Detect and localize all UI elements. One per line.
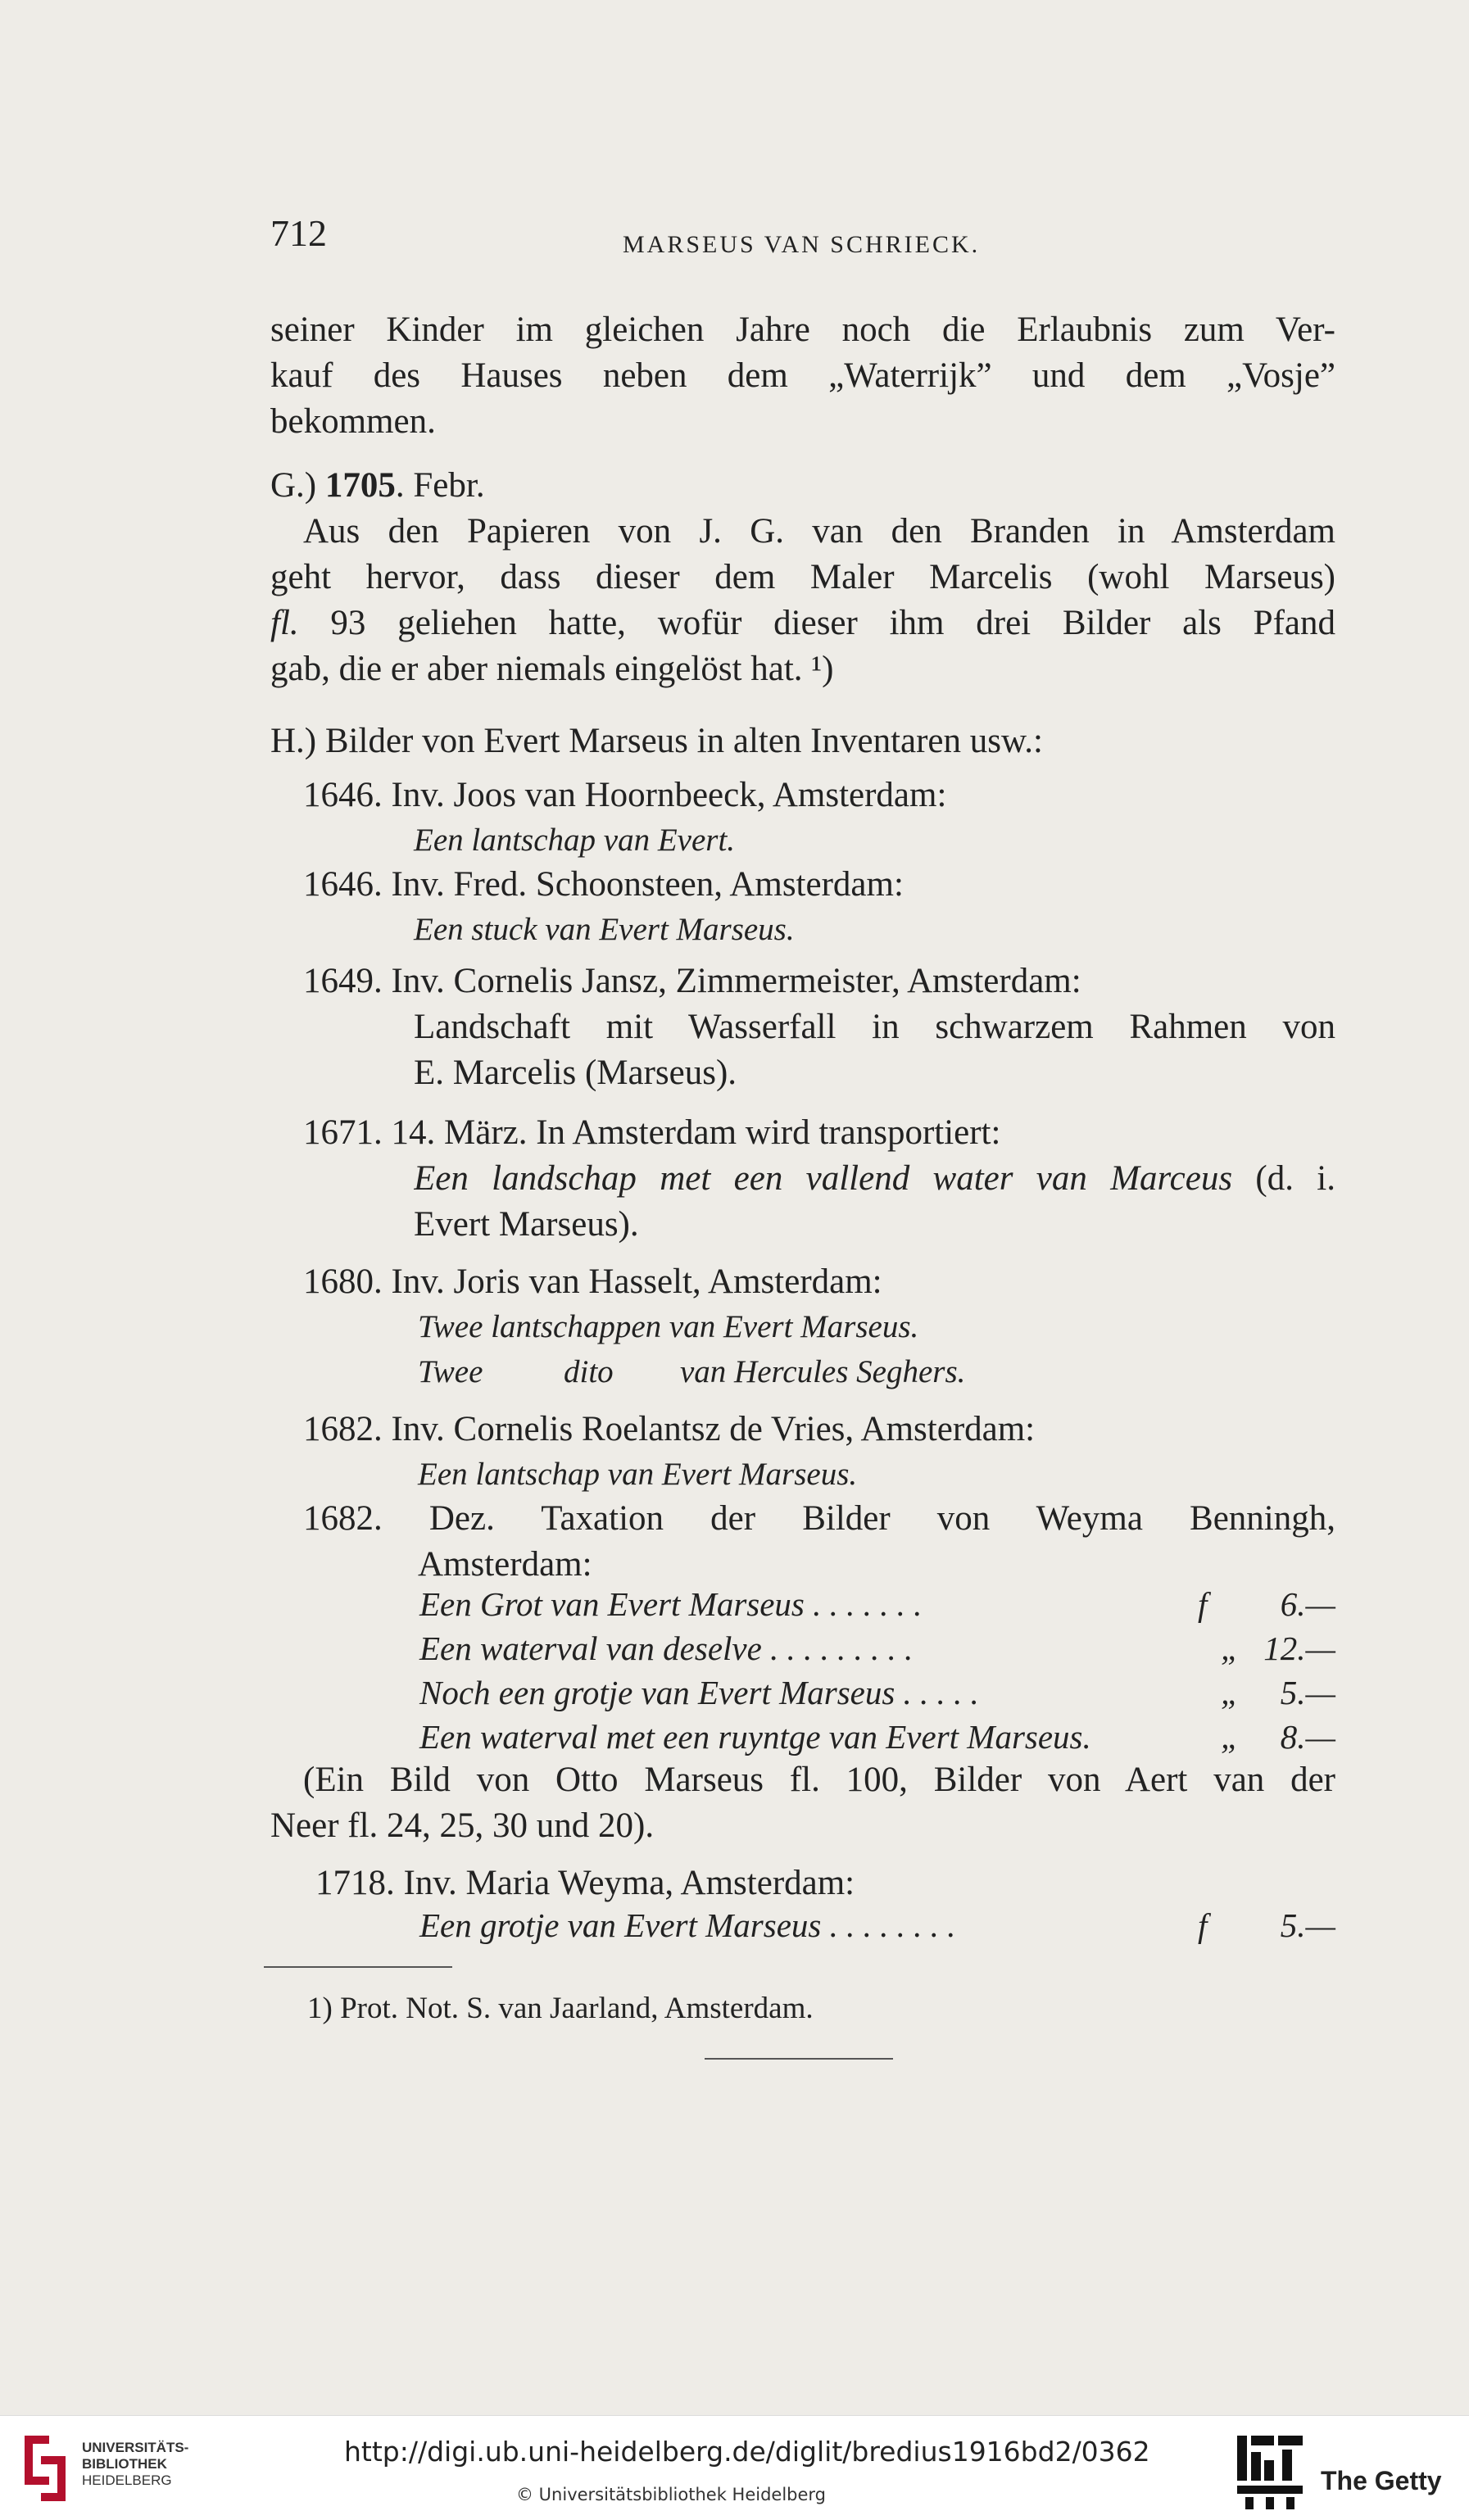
price-item-4: Een waterval met een ruyntge van Evert Marseus. xyxy=(419,1718,1091,1756)
entry-1680-item-2a: Twee xyxy=(418,1354,483,1389)
section-g-line-3-text: 93 geliehen hatte, wofür dieser ihm drei Bilder als Pfand xyxy=(298,604,1335,642)
section-g-month: . Febr. xyxy=(395,466,485,505)
entry-1680-item-2b: dito xyxy=(564,1354,614,1389)
getty-logo-icon xyxy=(1233,2432,1307,2518)
entry-1671-transport: 1671. 14. März. In Amsterdam wird transportiert: xyxy=(303,1113,1001,1152)
section-g-line-2: geht hervor, dass dieser dem Maler Marcelis (wohl Marseus) xyxy=(270,558,1335,596)
entry-1671-item: Een landschap met een vallend water van Marceus xyxy=(414,1159,1233,1198)
price-item-1718: Een grotje van Evert Marseus . . . . . . . . xyxy=(419,1906,956,1944)
section-g-line-3 xyxy=(270,601,1335,646)
entry-1671-line-3: Evert Marseus). xyxy=(414,1205,639,1244)
end-rule xyxy=(705,2058,893,2060)
fl-abbrev: fl. xyxy=(270,604,299,642)
intro-line-1: seiner Kinder im gleichen Jahre noch die Erlaubnis zum Ver- xyxy=(270,310,1335,349)
entry-1718-weyma: 1718. Inv. Maria Weyma, Amsterdam: xyxy=(315,1864,855,1902)
price-item-1-unit: f xyxy=(1198,1585,1208,1623)
library-name-line-1: UNIVERSITÄTS- xyxy=(82,2440,189,2455)
getty-label: The Getty xyxy=(1321,2466,1442,2495)
price-item-2: Een waterval van deselve . . . . . . . . . xyxy=(419,1629,914,1667)
entry-1682-weyma: 1682. Dez. Taxation der Bilder von Weyma Benningh, xyxy=(303,1499,1335,1538)
entry-1671-line-2 xyxy=(414,1156,1335,1202)
entry-1649-line-3: E. Marcelis (Marseus). xyxy=(414,1054,737,1092)
entry-1680-hasselt: 1680. Inv. Joris van Hasselt, Amsterdam: xyxy=(303,1262,882,1301)
entry-1682-roelantsz: 1682. Inv. Cornelis Roelantsz de Vries, Amsterdam: xyxy=(303,1410,1036,1448)
entry-1671-note: (d. i. xyxy=(1232,1159,1335,1198)
entry-1680-item-2c: van Hercules Seghers. xyxy=(680,1354,966,1389)
note-line-1: (Ein Bild von Otto Marseus fl. 100, Bilder von Aert van der xyxy=(303,1761,1335,1799)
price-item-3: Noch een grotje van Evert Marseus . . . . . xyxy=(419,1674,979,1711)
entry-1649-line-2: Landschaft mit Wasserfall in schwarzem Rahmen von xyxy=(414,1008,1335,1046)
price-item-1: Een Grot van Evert Marseus . . . . . . . xyxy=(419,1585,923,1623)
copyright-notice: © Universitätsbibliothek Heidelberg xyxy=(516,2485,827,2504)
intro-line-2: kauf des Hauses neben dem „Waterrijk” und dem „Vosje” xyxy=(270,356,1335,395)
price-item-4-amount: 8.— xyxy=(1280,1718,1335,1756)
section-g-line-4: gab, die er aber niemals eingelöst hat. ¹) xyxy=(270,650,834,688)
entry-1646-schoonsteen: 1646. Inv. Fred. Schoonsteen, Amsterdam: xyxy=(303,865,904,904)
section-h-heading: H.) Bilder von Evert Marseus in alten Inventaren usw.: xyxy=(270,722,1043,760)
library-name-line-3: HEIDELBERG xyxy=(82,2472,172,2488)
note-line-2: Neer fl. 24, 25, 30 und 20). xyxy=(270,1806,655,1845)
footnote: 1) Prot. Not. S. van Jaarland, Amsterdam. xyxy=(307,1992,814,2025)
running-title: MARSEUS VAN SCHRIECK. xyxy=(623,231,981,258)
page-number: 712 xyxy=(270,212,327,254)
entry-1682-weyma-line-2: Amsterdam: xyxy=(418,1545,592,1584)
price-item-1718-amount: 5.— xyxy=(1280,1906,1335,1944)
intro-line-3: bekommen. xyxy=(270,402,436,441)
entry-1646-hoornbeeck: 1646. Inv. Joos van Hoornbeeck, Amsterdam: xyxy=(303,776,947,814)
entry-1680-item-1: Twee lantschappen van Evert Marseus. xyxy=(418,1309,919,1344)
price-item-1-amount: 6.— xyxy=(1280,1585,1335,1623)
price-item-1718-unit: f xyxy=(1198,1906,1208,1944)
price-item-3-unit: „ xyxy=(1221,1674,1240,1711)
entry-1649-jansz: 1649. Inv. Cornelis Jansz, Zimmermeister, Amsterdam: xyxy=(303,962,1081,1000)
footnote-rule xyxy=(264,1966,452,1968)
price-item-4-unit: „ xyxy=(1221,1718,1240,1756)
heidelberg-logo-icon xyxy=(16,2427,74,2513)
section-g-year: 1705 xyxy=(324,466,396,505)
price-item-2-amount: 12.— xyxy=(1263,1629,1335,1667)
section-g-line-1: Aus den Papieren von J. G. van den Branden in Amsterdam xyxy=(303,512,1335,551)
entry-1646-hoornbeeck-item: Een lantschap van Evert. xyxy=(414,823,736,858)
section-g-label: G.) xyxy=(270,466,317,505)
price-item-3-amount: 5.— xyxy=(1280,1674,1335,1711)
section-g-heading xyxy=(270,463,485,509)
permalink-url[interactable]: http://digi.ub.uni-heidelberg.de/diglit/bredius1916bd2/0362 xyxy=(344,2436,1150,2468)
entry-1682-roelantsz-item: Een lantschap van Evert Marseus. xyxy=(418,1457,858,1492)
price-item-2-unit: „ xyxy=(1221,1629,1240,1667)
library-name-line-2: BIBLIOTHEK xyxy=(82,2456,167,2472)
entry-1646-schoonsteen-item: Een stuck van Evert Marseus. xyxy=(414,912,795,947)
